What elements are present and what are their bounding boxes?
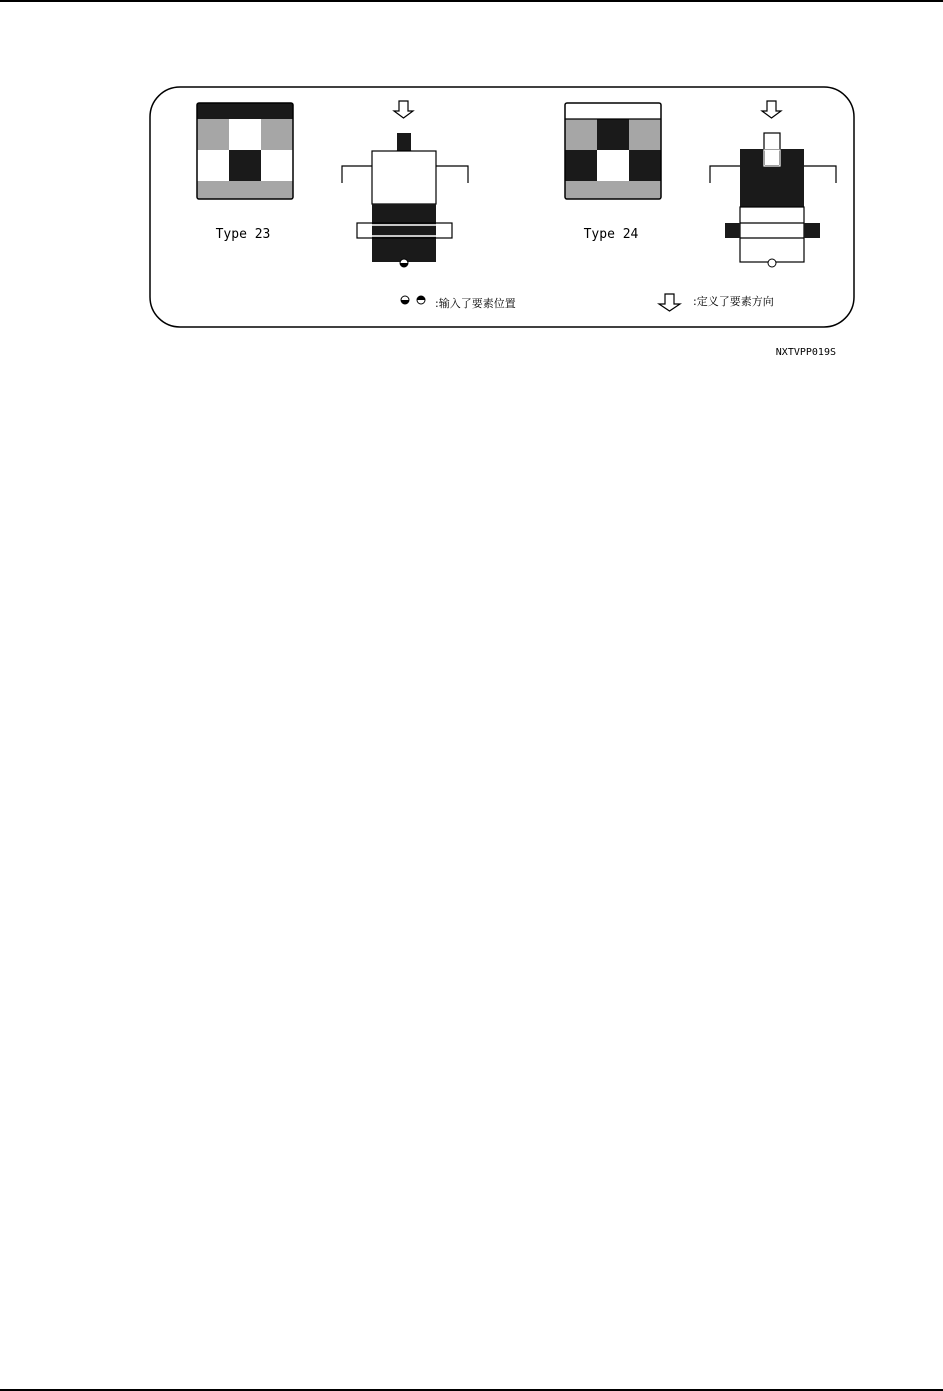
- type24-schematic: [710, 101, 836, 267]
- type23-position-marker-icon: [400, 259, 408, 267]
- figure-code: NXTVPP019S: [775, 347, 836, 358]
- type23-schematic: [342, 101, 468, 267]
- type23-pattern: [197, 103, 293, 199]
- type24-pattern: [565, 103, 661, 199]
- legend: [401, 294, 774, 311]
- legend-position-text: :输入了要素位置: [435, 297, 516, 310]
- position-marker-legend-icon: [401, 296, 425, 304]
- type23-label: Type 23: [215, 227, 271, 242]
- legend-direction-text: :定义了要素方向: [693, 295, 774, 308]
- type24-label: Type 24: [583, 227, 639, 242]
- type24-position-marker-icon: [768, 259, 776, 267]
- type24-direction-arrow-icon: [762, 101, 781, 118]
- type23-direction-arrow-icon: [394, 101, 413, 118]
- diagram-figure: [0, 0, 943, 400]
- direction-arrow-legend-icon: [659, 294, 680, 311]
